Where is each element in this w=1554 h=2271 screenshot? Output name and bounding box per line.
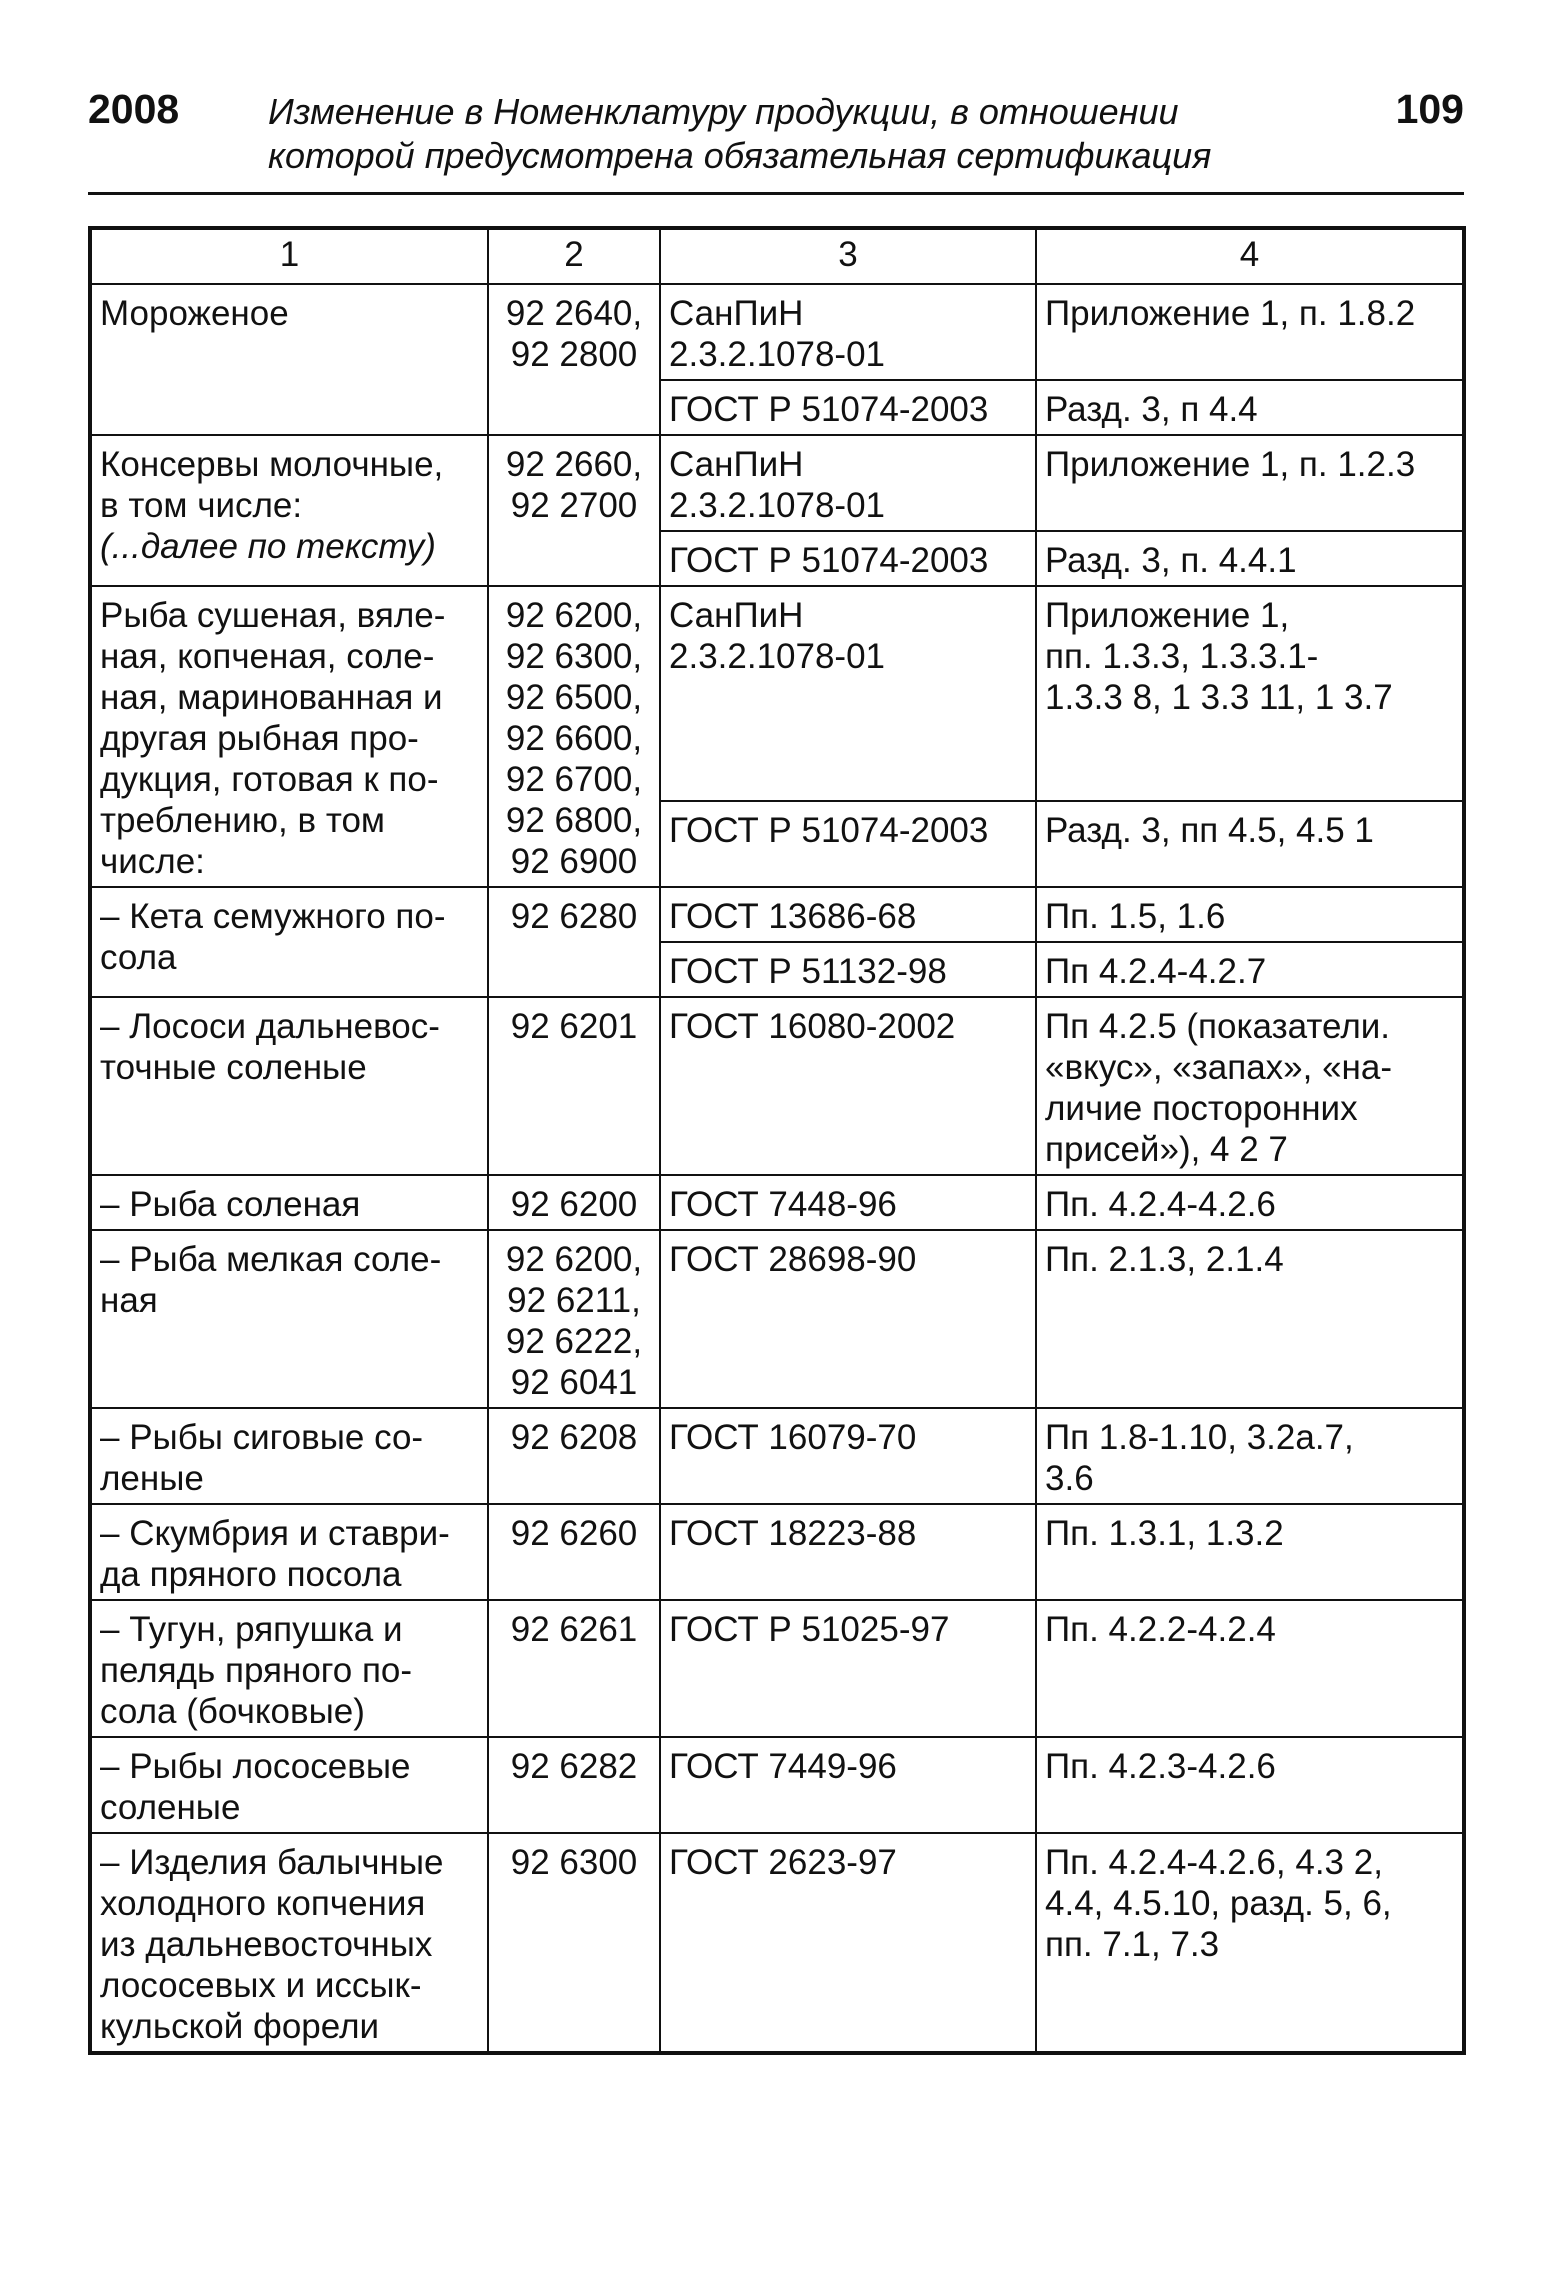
table-row	[90, 435, 1464, 531]
product-name: – Рыбы лососевые соленые	[90, 1737, 488, 1833]
page-number: 109	[1395, 86, 1464, 132]
table-header-row	[90, 228, 1464, 284]
product-codes: 92 6261	[488, 1600, 660, 1737]
product-name: – Скумбрия и ставри- да пряного посола	[90, 1504, 488, 1600]
product-codes: 92 6282	[488, 1737, 660, 1833]
table-row	[90, 887, 1464, 942]
column-header: 4	[1036, 228, 1464, 284]
standard-clause: Пп. 1.3.1, 1.3.2	[1036, 1504, 1464, 1600]
product-codes: 92 2640, 92 2800	[488, 284, 660, 435]
standard-clause: Пп. 2.1.3, 2.1.4	[1036, 1230, 1464, 1408]
standard-clause: Пп 4.2.4-4.2.7	[1036, 942, 1464, 997]
table-row	[90, 1833, 1464, 2053]
standard-doc: ГОСТ Р 51074-2003	[660, 801, 1036, 887]
table-row	[90, 1600, 1464, 1737]
standard-clause: Пп. 1.5, 1.6	[1036, 887, 1464, 942]
table-row	[90, 284, 1464, 380]
standard-clause: Разд. 3, п 4.4	[1036, 380, 1464, 435]
standard-doc: СанПиН 2.3.2.1078-01	[660, 586, 1036, 801]
standard-clause: Пп. 4.2.3-4.2.6	[1036, 1737, 1464, 1833]
product-codes: 92 6200, 92 6300, 92 6500, 92 6600, 92 6700, 92 6800, 92 6900	[488, 586, 660, 887]
product-codes: 92 6280	[488, 887, 660, 997]
product-name: – Изделия балычные холодного копчения из дальневосточных лососевых и иссык- кульской форели	[90, 1833, 488, 2053]
standard-doc: СанПиН 2.3.2.1078-01	[660, 284, 1036, 380]
standard-doc: ГОСТ 16080-2002	[660, 997, 1036, 1175]
product-codes: 92 6208	[488, 1408, 660, 1504]
standard-clause: Разд. 3, п. 4.4.1	[1036, 531, 1464, 586]
standard-doc: ГОСТ 7449-96	[660, 1737, 1036, 1833]
header-title-line1: Изменение в Номенклатуру продукции, в отношении	[268, 91, 1179, 132]
standard-clause: Разд. 3, пп 4.5, 4.5 1	[1036, 801, 1464, 887]
product-codes: 92 2660, 92 2700	[488, 435, 660, 586]
header-title-line2: которой предусмотрена обязательная сертификация	[268, 135, 1212, 176]
column-header: 2	[488, 228, 660, 284]
standard-doc: ГОСТ Р 51074-2003	[660, 380, 1036, 435]
standard-doc: ГОСТ Р 51074-2003	[660, 531, 1036, 586]
page-header	[88, 84, 1464, 194]
product-name-cell	[90, 435, 488, 586]
standard-doc: ГОСТ 2623-97	[660, 1833, 1036, 2053]
table-row	[90, 586, 1464, 801]
product-name: – Лососи дальневос- точные соленые	[90, 997, 488, 1175]
product-name: Рыба сушеная, вяле- ная, копченая, соле- ная, маринованная и другая рыбная про- дукция, готовая к по- треблению, в том числе:	[90, 586, 488, 887]
table-row	[90, 1504, 1464, 1600]
table-row	[90, 1737, 1464, 1833]
product-name: Мороженое	[90, 284, 488, 435]
standard-doc: ГОСТ Р 51132-98	[660, 942, 1036, 997]
column-header: 3	[660, 228, 1036, 284]
product-name: – Кета семужного по- сола	[90, 887, 488, 997]
product-name: – Рыба соленая	[90, 1175, 488, 1230]
table-row	[90, 997, 1464, 1175]
standard-clause: Приложение 1, п. 1.2.3	[1036, 435, 1464, 531]
table-row	[90, 1408, 1464, 1504]
certification-table	[88, 226, 1466, 2055]
standard-doc: ГОСТ 13686-68	[660, 887, 1036, 942]
standard-clause: Пп. 4.2.4-4.2.6, 4.3 2, 4.4, 4.5.10, разд. 5, 6, пп. 7.1, 7.3	[1036, 1833, 1464, 2053]
standard-clause: Пп. 4.2.2-4.2.4	[1036, 1600, 1464, 1737]
product-codes: 92 6260	[488, 1504, 660, 1600]
product-codes: 92 6201	[488, 997, 660, 1175]
product-codes: 92 6300	[488, 1833, 660, 2053]
table-row	[90, 1230, 1464, 1408]
product-name: – Рыбы сиговые со- леные	[90, 1408, 488, 1504]
standard-doc: ГОСТ Р 51025-97	[660, 1600, 1036, 1737]
standard-doc: ГОСТ 16079-70	[660, 1408, 1036, 1504]
standard-clause: Пп 1.8-1.10, 3.2а.7, 3.6	[1036, 1408, 1464, 1504]
standard-doc: ГОСТ 28698-90	[660, 1230, 1036, 1408]
header-title	[268, 90, 1308, 178]
standard-clause: Приложение 1, п. 1.8.2	[1036, 284, 1464, 380]
product-name-note: (...далее по тексту)	[100, 527, 436, 566]
standard-clause: Пп 4.2.5 (показатели. «вкус», «запах», «на- личие посторонних присей»), 4 2 7	[1036, 997, 1464, 1175]
column-header: 1	[90, 228, 488, 284]
header-rule	[88, 192, 1464, 195]
standard-doc: СанПиН 2.3.2.1078-01	[660, 435, 1036, 531]
table-row	[90, 1175, 1464, 1230]
product-name: – Рыба мелкая соле- ная	[90, 1230, 488, 1408]
product-codes: 92 6200	[488, 1175, 660, 1230]
standard-clause: Пп. 4.2.4-4.2.6	[1036, 1175, 1464, 1230]
standard-doc: ГОСТ 18223-88	[660, 1504, 1036, 1600]
product-name: Консервы молочные, в том числе:	[100, 445, 444, 525]
standard-doc: ГОСТ 7448-96	[660, 1175, 1036, 1230]
product-name: – Тугун, ряпушка и пелядь пряного по- сола (бочковые)	[90, 1600, 488, 1737]
header-year: 2008	[88, 86, 180, 132]
standard-clause: Приложение 1, пп. 1.3.3, 1.3.3.1- 1.3.3 8, 1 3.3 11, 1 3.7	[1036, 586, 1464, 801]
product-codes: 92 6200, 92 6211, 92 6222, 92 6041	[488, 1230, 660, 1408]
